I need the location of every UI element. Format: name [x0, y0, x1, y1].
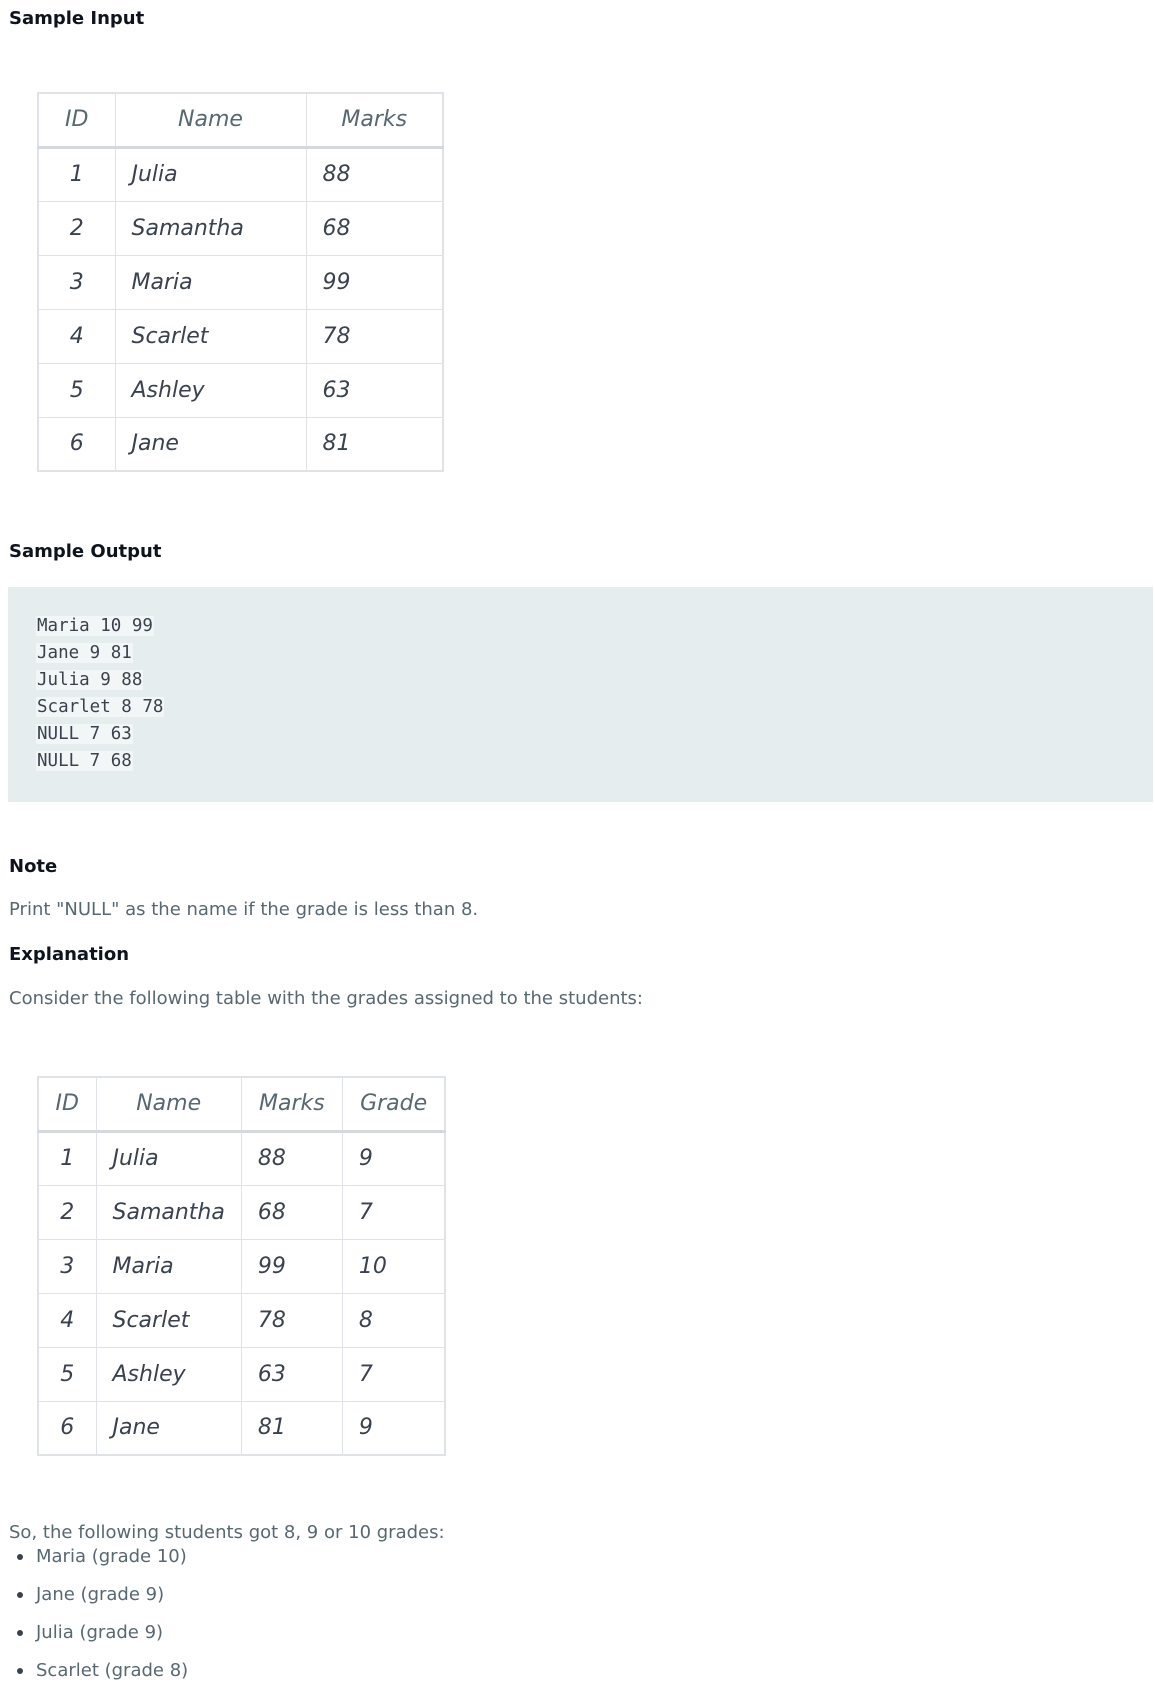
output-line	[36, 721, 164, 748]
list-item	[9, 1584, 188, 1622]
table-cell: 81	[241, 1401, 342, 1455]
table-cell: 9	[342, 1401, 445, 1455]
grades-table	[37, 1076, 446, 1456]
note-heading: Note	[9, 856, 58, 877]
table-row	[38, 201, 443, 255]
table-cell: 78	[241, 1293, 342, 1347]
output-line	[36, 667, 164, 694]
table-row	[38, 417, 443, 471]
explanation-intro: Consider the following table with the grades assigned to the students:	[9, 988, 643, 1009]
sample-input-table	[37, 92, 444, 472]
table-row	[38, 147, 443, 201]
table-cell: 81	[306, 417, 443, 471]
bullet-icon	[17, 1592, 23, 1598]
column-header-marks: Marks	[241, 1077, 342, 1131]
output-line-text: Jane 9 81	[37, 643, 132, 663]
grade-bullet-list	[9, 1546, 188, 1698]
table-cell: Samantha	[115, 201, 306, 255]
sample-output-code-block	[8, 587, 1153, 802]
table-cell: 78	[306, 309, 443, 363]
table-row	[38, 1131, 445, 1185]
bullet-icon	[17, 1668, 23, 1674]
table-cell: Scarlet	[96, 1293, 241, 1347]
table-cell: Ashley	[96, 1347, 241, 1401]
note-text: Print "NULL" as the name if the grade is less than 8.	[9, 899, 479, 920]
sample-output-heading: Sample Output	[9, 541, 162, 562]
column-header-name: Name	[115, 93, 306, 147]
table-cell: 99	[241, 1239, 342, 1293]
column-header-name: Name	[96, 1077, 241, 1131]
table-cell: 7	[342, 1185, 445, 1239]
bullet-icon	[17, 1630, 23, 1636]
table-cell: 2	[38, 1185, 96, 1239]
table-row	[38, 1401, 445, 1455]
table-cell: 63	[241, 1347, 342, 1401]
table-cell: Ashley	[115, 363, 306, 417]
output-line	[36, 694, 164, 721]
explanation-summary: So, the following students got 8, 9 or 10 grades:	[9, 1522, 445, 1543]
table-cell: 3	[38, 1239, 96, 1293]
list-item-text: Scarlet (grade 8)	[36, 1660, 189, 1681]
output-line-text: NULL 7 63	[37, 724, 132, 744]
table-cell: Samantha	[96, 1185, 241, 1239]
output-line-text: NULL 7 68	[37, 751, 132, 771]
table-header-row	[38, 93, 443, 147]
table-cell: 9	[342, 1131, 445, 1185]
column-header-id: ID	[38, 1077, 96, 1131]
output-line	[36, 748, 164, 775]
table-cell: 1	[38, 147, 115, 201]
list-item-text: Julia (grade 9)	[36, 1622, 164, 1643]
table-cell: 10	[342, 1239, 445, 1293]
list-item-text: Jane (grade 9)	[36, 1584, 165, 1605]
table-cell: 7	[342, 1347, 445, 1401]
list-item	[9, 1660, 188, 1698]
table-cell: Maria	[115, 255, 306, 309]
table-cell: Julia	[96, 1131, 241, 1185]
table-cell: 2	[38, 201, 115, 255]
output-line-text: Scarlet 8 78	[37, 697, 164, 717]
table-cell: 63	[306, 363, 443, 417]
table-cell: 6	[38, 1401, 96, 1455]
bullet-icon	[17, 1554, 23, 1560]
list-item-text: Maria (grade 10)	[36, 1546, 187, 1567]
list-item	[9, 1622, 188, 1660]
table-cell: 8	[342, 1293, 445, 1347]
output-line-text: Julia 9 88	[37, 670, 143, 690]
table-row	[38, 363, 443, 417]
table-row	[38, 1239, 445, 1293]
table-row	[38, 1347, 445, 1401]
output-line-text: Maria 10 99	[37, 616, 153, 636]
column-header-grade: Grade	[342, 1077, 445, 1131]
explanation-heading: Explanation	[9, 944, 130, 965]
table-cell: 4	[38, 1293, 96, 1347]
table-cell: 68	[306, 201, 443, 255]
column-header-id: ID	[38, 93, 115, 147]
list-item	[9, 1546, 188, 1584]
table-cell: 5	[38, 1347, 96, 1401]
table-cell: 3	[38, 255, 115, 309]
table-cell: 1	[38, 1131, 96, 1185]
sample-input-heading: Sample Input	[9, 8, 145, 29]
table-cell: 99	[306, 255, 443, 309]
table-row	[38, 255, 443, 309]
table-header-row	[38, 1077, 445, 1131]
output-line	[36, 640, 164, 667]
table-cell: 4	[38, 309, 115, 363]
table-cell: Julia	[115, 147, 306, 201]
code-lines	[36, 613, 164, 775]
table-cell: 5	[38, 363, 115, 417]
table-cell: Jane	[115, 417, 306, 471]
column-header-marks: Marks	[306, 93, 443, 147]
table-row	[38, 1293, 445, 1347]
table-cell: 68	[241, 1185, 342, 1239]
table-cell: Jane	[96, 1401, 241, 1455]
table-row	[38, 1185, 445, 1239]
output-line	[36, 613, 164, 640]
table-cell: 88	[306, 147, 443, 201]
table-cell: 6	[38, 417, 115, 471]
table-cell: Maria	[96, 1239, 241, 1293]
table-cell: 88	[241, 1131, 342, 1185]
table-row	[38, 309, 443, 363]
table-cell: Scarlet	[115, 309, 306, 363]
